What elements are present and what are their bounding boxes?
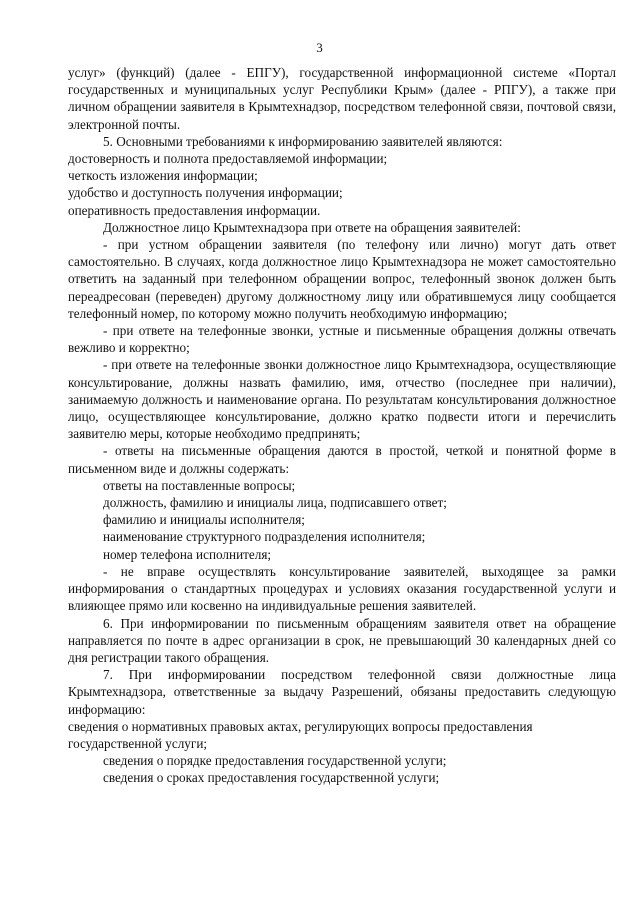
info-item-procedure: сведения о порядке предоставления государственной услуги; <box>103 753 447 769</box>
requirement-accessibility: удобство и доступность получения информации; <box>68 185 343 201</box>
document-body <box>68 64 616 787</box>
paragraph-consulting-limits: - не вправе осуществлять консультирование заявителей, выходящее за рамки информирования о стандартных процедурах и условиях оказания государственной услуги и влияющее прямо или косвенно на индивидуальные решения заявителей. <box>68 563 616 614</box>
paragraph-polite-answer: - при ответе на телефонные звонки, устные и письменные обращения должны отвечать вежливо и корректно; <box>68 323 616 356</box>
requirement-promptness: оперативность предоставления информации. <box>68 202 321 218</box>
page-number: 3 <box>316 40 323 55</box>
paragraph-item-5: 5. Основными требованиями к информированию заявителей являются: <box>103 133 503 149</box>
written-answer-item-department: наименование структурного подразделения исполнителя; <box>103 529 426 545</box>
requirement-clarity: четкость изложения информации; <box>68 168 258 184</box>
written-answer-item-executor: фамилию и инициалы исполнителя; <box>103 512 305 528</box>
paragraph-item-7: 7. При информировании посредством телефонной связи должностные лица Крымтехнадзора, ответственные за выдачу Разрешений, обязаны предоставить следующую информацию: <box>68 667 616 717</box>
paragraph-official-intro: Должностное лицо Крымтехнадзора при ответе на обращения заявителей: <box>103 219 521 235</box>
written-answer-item-signer: должность, фамилию и инициалы лица, подписавшего ответ; <box>103 495 447 511</box>
paragraph-phone-consulting: - при ответе на телефонные звонки должностное лицо Крымтехнадзора, осуществляющие консультирование, должны назвать фамилию, имя, отчество (последнее при наличии), занимаемую должность и наименование органа. По результатам консультирования должностное лицо, осуществляющее консультирование, должно кратко подвести итоги и перечислить заявителю меры, которые необходимо предпринять; <box>68 357 616 442</box>
paragraph-item-6: 6. При информировании по письменным обращениям заявителя ответ на обращение направляется по почте в адрес организации в срок, не превышающий 30 календарных дней со дня регистрации такого обращения. <box>68 615 616 665</box>
written-answer-item-questions: ответы на поставленные вопросы; <box>103 477 296 493</box>
info-item-terms: сведения о сроках предоставления государственной услуги; <box>103 770 440 786</box>
paragraph-oral-request: - при устном обращении заявителя (по телефону или лично) могут дать ответ самостоятельно. В случаях, когда должностное лицо Крымтехнадзора не может самостоятельно ответить на заданный при телефонном обращении вопрос, телефонный звонок должен быть переадресован (переведен) другому должностному лицу или обратившемуся лицу сообщается телефонный номер, по которому можно получить необходимую информацию; <box>68 237 616 321</box>
info-item-legal-acts: сведения о нормативных правовых актах, регулирующих вопросы предоставления государственной услуги; <box>68 718 533 751</box>
written-answer-item-phone: номер телефона исполнителя; <box>103 546 272 562</box>
paragraph-written-answers: - ответы на письменные обращения даются в простой, четкой и понятной форме в письменном виде и должны содержать: <box>68 443 616 476</box>
paragraph-intro-continuation: услуг» (функций) (далее - ЕПГУ), государственной информационной системе «Портал государственных и муниципальных услуг Республики Крым» (далее - РПГУ), а также при личном обращении заявителя в Крымтехнадзор, посредством телефонной связи, почтовой связи, электронной почты. <box>68 65 616 132</box>
requirement-reliability: достоверность и полнота предоставляемой информации; <box>68 151 388 167</box>
